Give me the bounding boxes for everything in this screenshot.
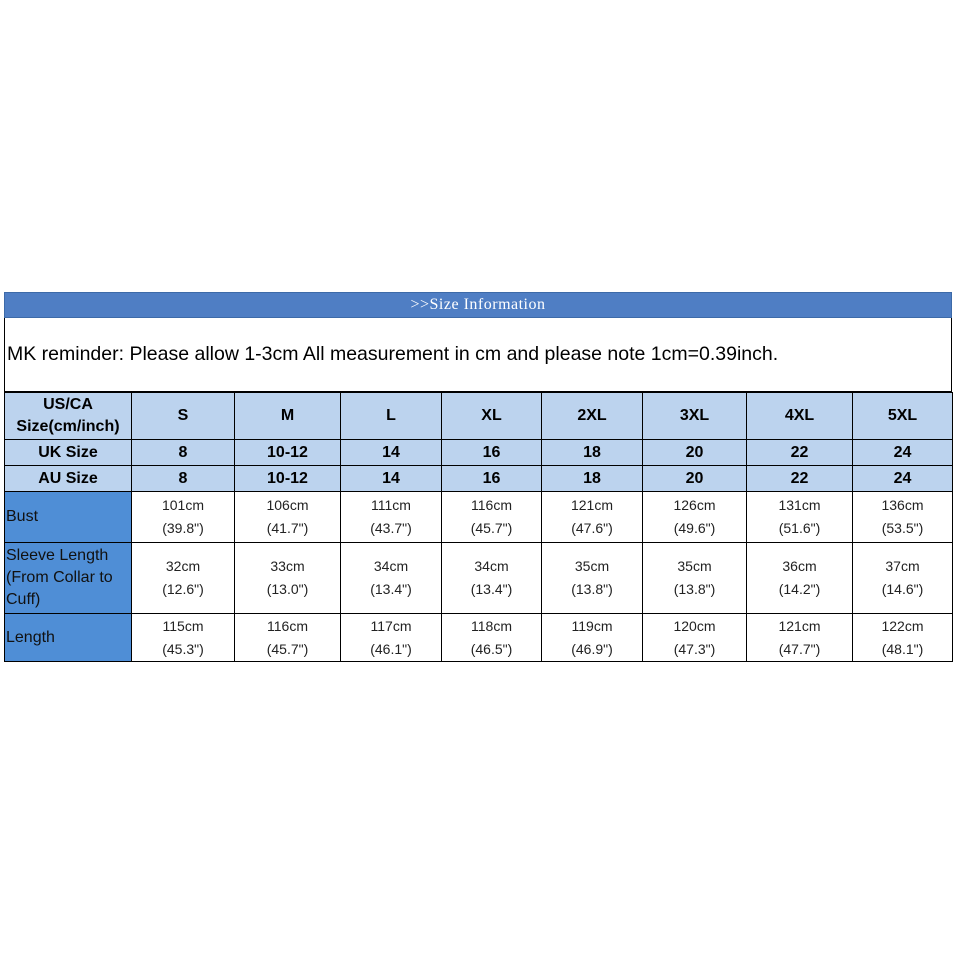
uk-size-row [5,440,953,466]
cm-value: 33cm [270,558,305,574]
sleeve-length-cell [542,543,643,614]
inch-value: (45.7") [266,640,309,657]
inch-value: (48.1") [881,640,924,657]
uk-size-cell: 16 [442,440,542,466]
size-cell: 2XL [542,393,643,440]
cm-value: 119cm [571,617,613,634]
uk-size-cell: 18 [542,440,643,466]
au-size-cell: 24 [853,466,953,492]
length-cell [132,614,235,662]
bust-cell [747,492,853,543]
au-size-label: AU Size [5,466,132,492]
cm-value: 122cm [881,617,924,634]
cm-value: 36cm [782,558,817,574]
sleeve-length-cell [853,543,953,614]
sleeve-length-cell [235,543,341,614]
inch-value: (47.3") [673,640,716,657]
sleeve-length-cell [442,543,542,614]
sleeve-length-label: Sleeve Length (From Collar to Cuff) [5,543,132,614]
inch-value: (45.7") [470,520,513,536]
bust-cell [853,492,953,543]
inch-value: (47.7") [778,640,821,657]
inch-value: (41.7") [266,520,309,536]
inch-value: (13.0") [266,581,309,597]
cm-value: 34cm [474,558,509,574]
bust-cell [341,492,442,543]
au-size-row [5,466,953,492]
sleeve-length-cell [341,543,442,614]
length-label: Length [5,614,132,662]
cm-value: 32cm [165,558,201,574]
sleeve-length-cell [747,543,853,614]
cm-value: 121cm [778,617,821,634]
cm-value: 35cm [574,558,610,574]
inch-value: (13.4") [370,581,412,597]
size-cell: 5XL [853,393,953,440]
bust-cell [132,492,235,543]
au-size-cell: 18 [542,466,643,492]
cm-value: 106cm [266,497,309,513]
bust-label: Bust [5,492,132,543]
header-label-line2: Size(cm/inch) [16,418,120,435]
size-cell: XL [442,393,542,440]
size-cell: 3XL [643,393,747,440]
bust-cell [643,492,747,543]
length-cell [235,614,341,662]
cm-value: 35cm [677,558,712,574]
sleeve-length-row [5,543,953,614]
length-cell [341,614,442,662]
au-size-cell: 20 [643,466,747,492]
inch-value: (13.4") [470,581,513,597]
size-header-row [5,393,953,440]
inch-value: (14.6") [881,581,924,597]
inch-value: (46.1") [370,640,412,657]
cm-value: 120cm [673,617,716,634]
cm-value: 136cm [881,497,924,513]
au-size-cell: 14 [341,466,442,492]
au-size-cell: 16 [442,466,542,492]
au-size-cell: 22 [747,466,853,492]
au-size-cell: 8 [132,466,235,492]
uk-size-cell: 24 [853,440,953,466]
size-chart [4,292,952,662]
inch-value: (46.9") [571,640,613,657]
length-cell [442,614,542,662]
cm-value: 34cm [373,558,409,574]
inch-value: (12.6") [162,581,204,597]
cm-value: 126cm [673,497,716,513]
cm-value: 116cm [471,497,512,513]
size-cell: L [341,393,442,440]
uk-size-label: UK Size [5,440,132,466]
cm-value: 118cm [471,617,512,634]
length-cell [747,614,853,662]
au-size-cell: 10-12 [235,466,341,492]
inch-value: (14.2") [778,581,821,597]
length-row [5,614,953,662]
length-cell [542,614,643,662]
inch-value: (51.6") [778,520,821,536]
uk-size-cell: 14 [341,440,442,466]
size-cell: M [235,393,341,440]
size-cell: 4XL [747,393,853,440]
inch-value: (47.6") [571,520,613,536]
inch-value: (49.6") [673,520,716,536]
bust-row [5,492,953,543]
uk-size-cell: 8 [132,440,235,466]
uk-size-cell: 22 [747,440,853,466]
header-label-line1: US/CA [43,396,93,413]
cm-value: 117cm [370,617,412,634]
inch-value: (46.5") [470,640,513,657]
inch-value: (39.8") [162,520,204,536]
measurement-reminder: MK reminder: Please allow 1-3cm All measurement in cm and please note 1cm=0.39inch. [4,318,952,392]
inch-value: (53.5") [881,520,924,536]
uk-size-cell: 10-12 [235,440,341,466]
inch-value: (43.7") [370,520,412,536]
cm-value: 116cm [267,617,308,634]
uk-size-cell: 20 [643,440,747,466]
cm-value: 131cm [778,497,821,513]
size-table [4,392,953,662]
cm-value: 37cm [885,558,920,574]
inch-value: (13.8") [571,581,613,597]
cm-value: 115cm [162,617,204,634]
bust-cell [542,492,643,543]
cm-value: 111cm [371,497,411,513]
length-cell [643,614,747,662]
cm-value: 101cm [161,497,205,513]
inch-value: (45.3") [162,640,204,657]
inch-value: (13.8") [673,581,716,597]
length-cell [853,614,953,662]
bust-cell [442,492,542,543]
cm-value: 121cm [570,497,614,513]
sleeve-length-cell [643,543,747,614]
sleeve-length-cell [132,543,235,614]
bust-cell [235,492,341,543]
header-label-cell [5,393,132,440]
size-info-banner: >>Size Information [4,292,952,318]
size-cell: S [132,393,235,440]
